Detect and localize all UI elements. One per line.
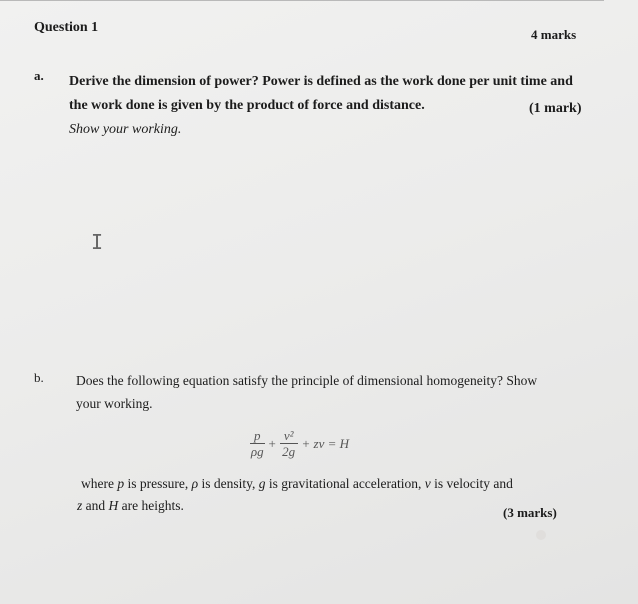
fraction-numerator: p	[250, 428, 265, 444]
bernoulli-equation	[248, 424, 351, 464]
def-pressure: is pressure,	[127, 476, 189, 491]
part-b-text-line2: your working.	[76, 396, 153, 411]
question-marks: 4 marks	[531, 27, 577, 42]
fraction-denominator: ρg	[250, 444, 264, 459]
symbol-v: v	[424, 476, 431, 491]
part-a-marks: (1 mark)	[529, 101, 582, 116]
symbol-z: z	[77, 498, 83, 513]
part-b-label: b.	[34, 370, 44, 385]
equation-fraction-velocity	[280, 428, 298, 460]
and-word: and	[85, 498, 106, 513]
part-a-instruction: Show your working.	[69, 122, 182, 137]
def-density: is density,	[201, 476, 256, 491]
part-b-marks: (3 marks)	[503, 505, 557, 520]
question-title: Question 1	[34, 20, 99, 35]
top-border-line	[0, 0, 604, 1]
equation-plus: +	[268, 436, 276, 451]
def-velocity: is velocity and	[434, 476, 513, 491]
variable-definitions-line1	[81, 476, 513, 492]
part-a-text-line1: Derive the dimension of power? Power is defined as the work done per unit time and	[69, 74, 573, 89]
def-gravity: is gravitational acceleration,	[268, 476, 422, 491]
symbol-rho: ρ	[191, 476, 199, 491]
fraction-numerator: v²	[280, 428, 298, 444]
equation-fraction-pressure	[250, 428, 265, 460]
symbol-H: H	[108, 498, 119, 513]
symbol-g: g	[258, 476, 266, 491]
fraction-denominator: 2g	[282, 444, 296, 459]
paper-smudge	[536, 530, 546, 540]
def-heights: are heights.	[121, 498, 184, 513]
part-a-label: a.	[34, 68, 44, 83]
equation-remainder: + zv = H	[301, 436, 350, 451]
part-a-text-line2: the work done is given by the product of force and distance.	[69, 98, 425, 113]
symbol-p: p	[117, 476, 125, 491]
text-cursor-icon: I	[91, 230, 104, 254]
part-b-text-line1: Does the following equation satisfy the principle of dimensional homogeneity? Show	[76, 373, 538, 388]
where-word: where	[81, 476, 114, 491]
variable-definitions-line2	[77, 498, 184, 514]
